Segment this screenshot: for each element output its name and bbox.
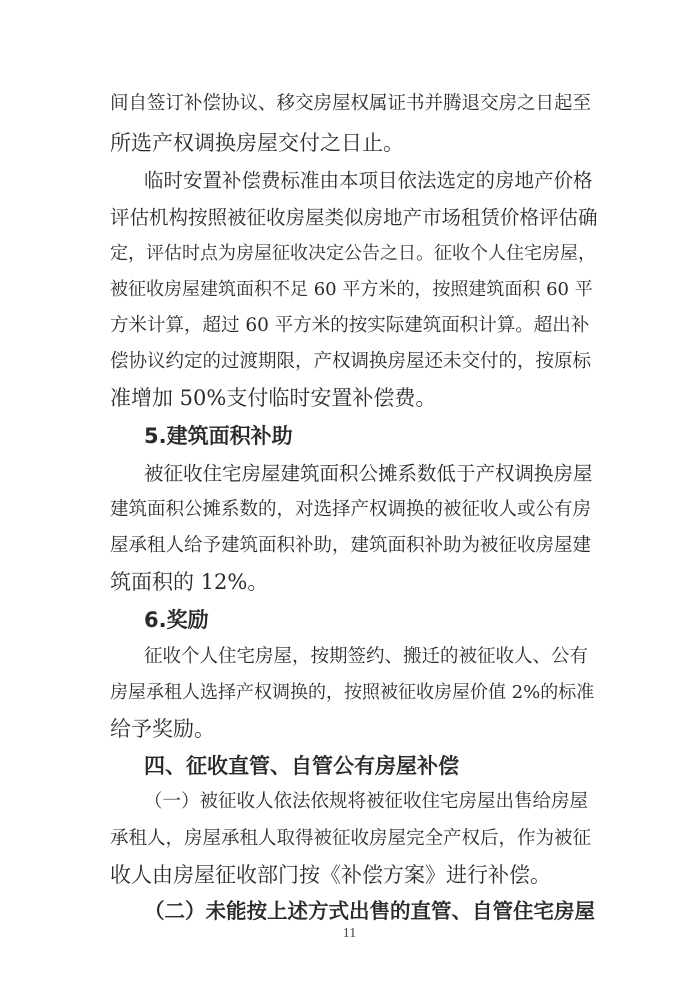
paragraph-line: 方米计算，超过 60 平方米的按实际建筑面积计算。超出补 xyxy=(110,315,590,336)
paragraph-line: 收人由房屋征收部门按《补偿方案》进行补偿。 xyxy=(110,863,551,887)
paragraph-line: 被征收房屋建筑面积不足 60 平方米的，按照建筑面积 60 平 xyxy=(110,279,593,300)
paragraph-line: （一）被征收人依法依规将被征收住宅房屋出售给房屋 xyxy=(144,791,589,812)
section-heading: 6.奖励 xyxy=(144,608,209,632)
paragraph-line: 承租人，房屋承租人取得被征收房屋完全产权后，作为被征 xyxy=(110,828,592,849)
paragraph-line: 定，评估时点为房屋征收决定公告之日。征收个人住宅房屋， xyxy=(110,243,596,264)
paragraph-line: 所选产权调换房屋交付之日止。 xyxy=(110,131,404,155)
paragraph-line: 征收个人住宅房屋，按期签约、搬迁的被征收人、公有 xyxy=(144,646,589,667)
paragraph-line: 屋承租人给予建筑面积补助，建筑面积补助为被征收房屋建 xyxy=(110,535,592,556)
section-heading: （二）未能按上述方式出售的直管、自管住宅房屋 xyxy=(144,899,595,923)
paragraph-line: 临时安置补偿费标准由本项目依法选定的房地产价格 xyxy=(144,169,593,192)
paragraph-line: 间自签订补偿协议、移交房屋权属证书并腾退交房之日起至 xyxy=(110,93,592,114)
paragraph-line: 建筑面积公摊系数的，对选择产权调换的被征收人或公有房 xyxy=(110,499,592,520)
page-number: 11 xyxy=(342,926,357,941)
paragraph-line: 被征收住宅房屋建筑面积公摊系数低于产权调换房屋 xyxy=(144,462,593,485)
section-heading: 四、征收直管、自管公有房屋补偿 xyxy=(144,754,459,778)
paragraph-line: 偿协议约定的过渡期限，产权调换房屋还未交付的，按原标 xyxy=(110,351,592,372)
paragraph-line: 房屋承租人选择产权调换的，按照被征收房屋价值 2%的标准 xyxy=(110,682,595,703)
section-heading: 5.建筑面积补助 xyxy=(144,424,293,448)
paragraph-line: 评估机构按照被征收房屋类似房地产市场租赁价格评估确 xyxy=(110,206,598,229)
paragraph-line: 准增加 50%支付临时安置补偿费。 xyxy=(110,386,437,410)
paragraph-line: 筑面积的 12%。 xyxy=(110,570,269,594)
paragraph-line: 给予奖励。 xyxy=(110,717,215,741)
